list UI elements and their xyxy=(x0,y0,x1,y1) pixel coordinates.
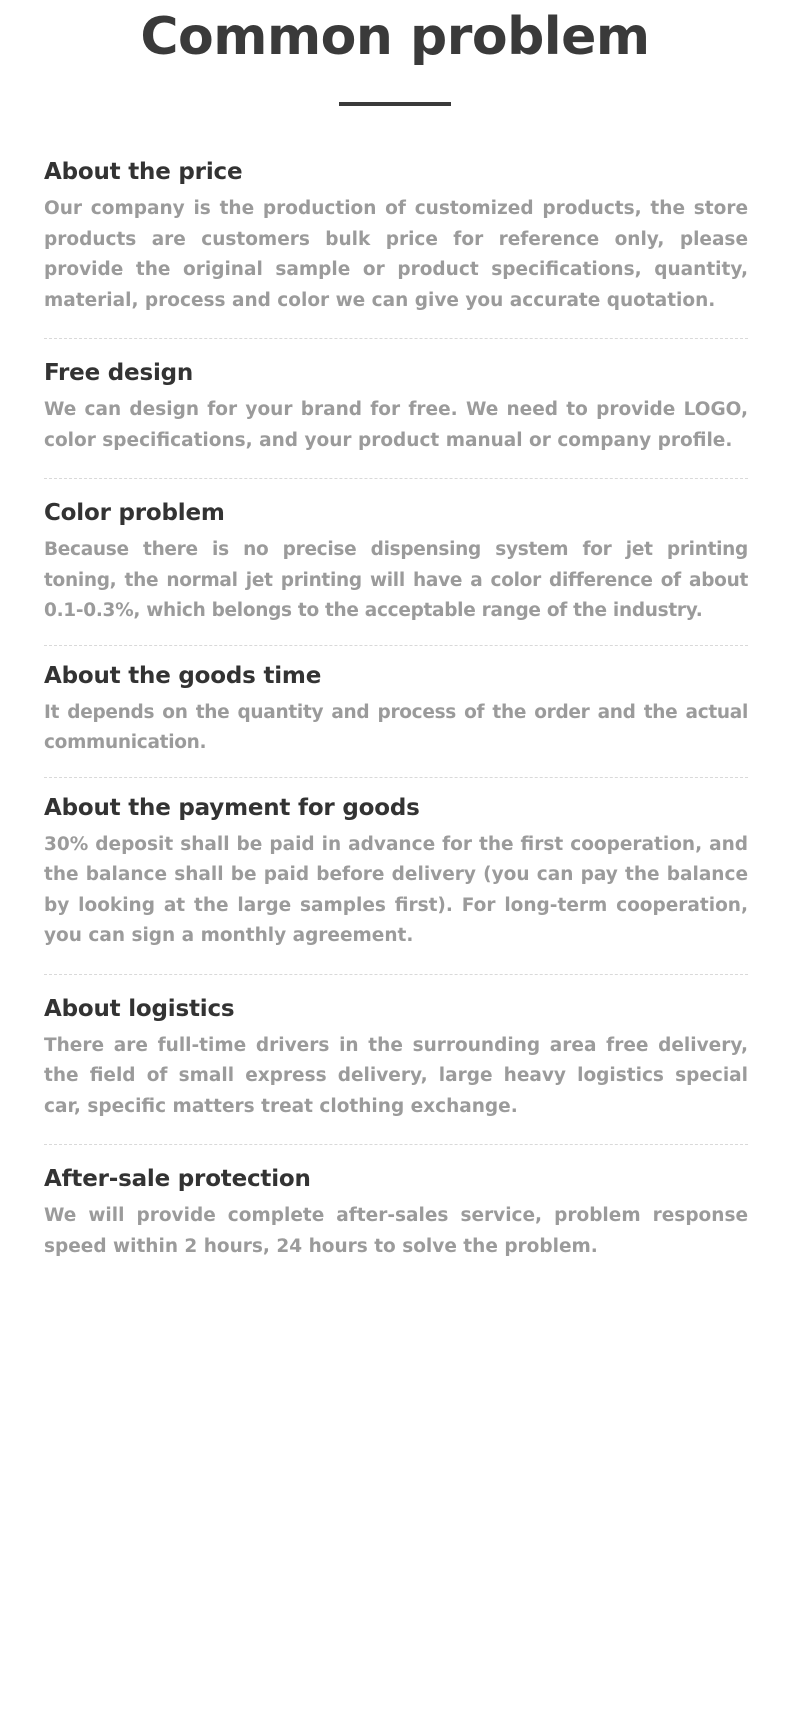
faq-item-after-sale xyxy=(44,1165,748,1262)
section-divider xyxy=(44,1144,748,1145)
page-header xyxy=(0,0,790,106)
faq-answer: There are full-time drivers in the surrounding area free delivery, the field of small express delivery, large heavy logistics special car, specific matters treat clothing exchange. xyxy=(44,1034,748,1117)
section-divider xyxy=(44,777,748,778)
faq-question: About the price xyxy=(44,159,243,185)
faq-item-goods-time xyxy=(44,662,748,759)
faq-question: Free design xyxy=(44,360,194,386)
faq-question: Color problem xyxy=(44,500,225,526)
faq-question: About logistics xyxy=(44,995,235,1022)
faq-item-payment xyxy=(44,794,748,952)
faq-answer: Our company is the production of customized products, the store products are customers bulk price for reference only, please provide the original sample or product specifications, quantity, material, process and color we can give you accurate quotation. xyxy=(44,198,748,311)
faq-item-color-problem xyxy=(44,499,748,627)
faq-question: After-sale protection xyxy=(44,1166,311,1192)
faq-answer: Because there is no precise dispensing system for jet printing toning, the normal jet printing will have a color difference of about 0.1-0.3%, which belongs to the acceptable range of the industry. xyxy=(44,539,748,621)
faq-answer: We can design for your brand for free. We need to provide LOGO, color specifications, and your product manual or company profile. xyxy=(44,399,748,451)
faq-item-price xyxy=(44,158,748,316)
page-title: Common problem xyxy=(140,7,650,67)
section-divider xyxy=(44,478,748,479)
section-divider xyxy=(44,974,748,975)
faq-answer: We will provide complete after-sales service, problem response speed within 2 hours, 24 hours to solve the problem. xyxy=(44,1205,748,1257)
faq-list xyxy=(0,106,790,1262)
faq-item-free-design xyxy=(44,359,748,456)
faq-item-logistics xyxy=(44,995,748,1123)
section-divider xyxy=(44,645,748,646)
faq-answer: It depends on the quantity and process of the order and the actual communication. xyxy=(44,701,748,753)
faq-answer: 30% deposit shall be paid in advance for the first cooperation, and the balance shall be paid before delivery (you can pay the balance by looking at the large samples first). For long-term cooperation, you can sign a monthly agreement. xyxy=(44,833,748,946)
faq-question: About the payment for goods xyxy=(44,794,420,821)
faq-question: About the goods time xyxy=(44,662,322,689)
section-divider xyxy=(44,338,748,339)
